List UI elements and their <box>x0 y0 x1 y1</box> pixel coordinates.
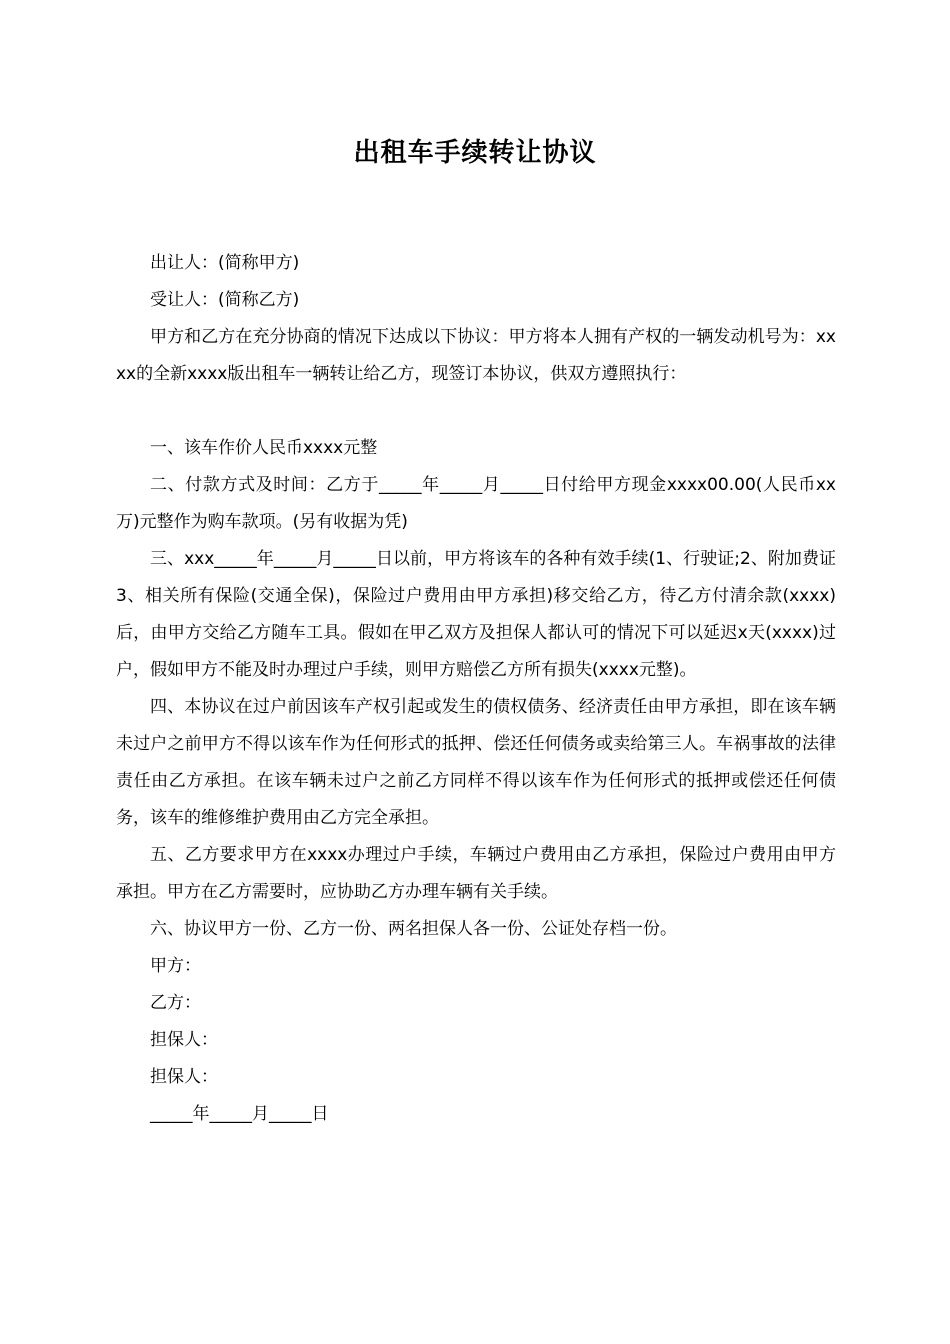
document-title: 出租车手续转让协议 <box>353 138 597 168</box>
clause-2: 二、付款方式及时间：乙方于_____年_____月_____日付给甲方现金xxxx00.00(人民币xx万)元整作为购车款项。(另有收据为凭) <box>116 475 836 532</box>
preamble-paragraph: 甲方和乙方在充分协商的情况下达成以下协议：甲方将本人拥有产权的一辆发动机号为：xxxx的全新xxxx版出租车一辆转让给乙方，现签订本协议，供双方遵照执行： <box>116 327 836 384</box>
signature-guarantor-2: 担保人： <box>150 1067 218 1087</box>
date-line: _____年_____月_____日 <box>150 1104 329 1124</box>
document-body <box>116 245 836 1133</box>
signature-party-b: 乙方： <box>150 993 201 1013</box>
transferee-line: 受让人：(简称乙方) <box>150 290 300 310</box>
clause-4: 四、本协议在过户前因该车产权引起或发生的债权债务、经济责任由甲方承担，即在该车辆未过户之前甲方不得以该车作为任何形式的抵押、偿还任何债务或卖给第三人。车祸事故的法律责任由乙方承担。在该车辆未过户之前乙方同样不得以该车作为任何形式的抵押或偿还任何债务，该车的维修维护费用由乙方完全承担。 <box>116 697 836 828</box>
clause-6: 六、协议甲方一份、乙方一份、两名担保人各一份、公证处存档一份。 <box>150 919 677 939</box>
clause-5: 五、乙方要求甲方在xxxx办理过户手续，车辆过户费用由乙方承担，保险过户费用由甲方承担。甲方在乙方需要时，应协助乙方办理车辆有关手续。 <box>116 845 836 902</box>
clause-1: 一、该车作价人民币xxxx元整 <box>150 438 378 458</box>
transferor-line: 出让人：(简称甲方) <box>150 253 300 273</box>
signature-party-a: 甲方： <box>150 956 201 976</box>
signature-guarantor-1: 担保人： <box>150 1030 218 1050</box>
clause-3: 三、xxx_____年_____月_____日以前，甲方将该车的各种有效手续(1、行驶证;2、附加费证3、相关所有保险(交通全保)，保险过户费用由甲方承担)移交给乙方，待乙方付清余款(xxxx)后，由甲方交给乙方随车工具。假如在甲乙双方及担保人都认可的情况下可以延迟x天(xxxx)过户，假如甲方不能及时办理过户手续，则甲方赔偿乙方所有损失(xxxx元整)。 <box>116 549 836 680</box>
